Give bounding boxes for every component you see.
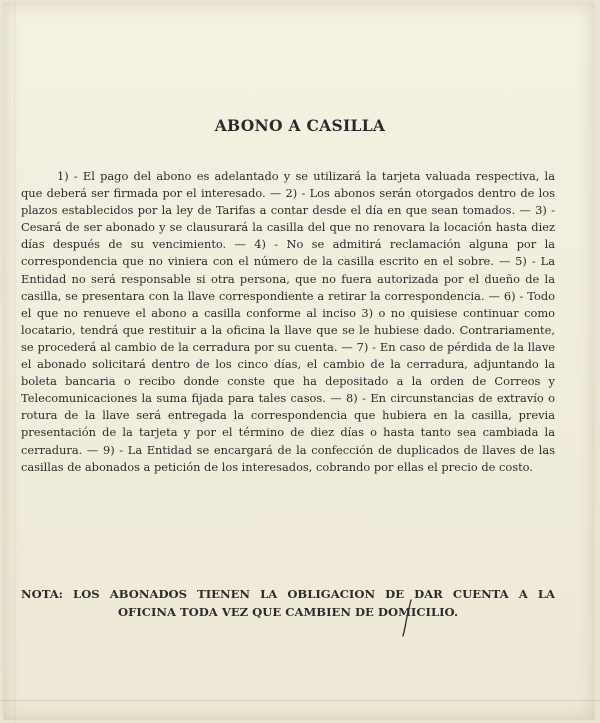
paper-crease (14, 0, 15, 723)
pen-stroke-mark (398, 598, 418, 638)
document-title: ABONO A CASILLA (214, 116, 386, 135)
paper-edge-line (0, 700, 600, 701)
document-note: NOTA: LOS ABONADOS TIENEN LA OBLIGACION DE DAR CUENTA A LA OFICINA TODA VEZ QUE CAMBIEN DE DOMICILIO. (21, 587, 555, 619)
document-body-text: 1) - El pago del abono es adelantado y se utilizará la tarjeta valuada respectiva, la que deberá ser firmada por el interesado. — 2) - Los abonos serán otorgados dentro de los plazos establecidos por la ley de Tarifas a contar desde el día en que sean tomados. — 3) - Cesará de ser abonado y se clausurará la casilla del que no renovara la locación hasta diez días después de su vencimiento. — 4) - No se admitirá reclamación alguna por la correspondencia que no viniera con el número de la casilla escrito en el sobre. — 5) - La Entidad no será responsable si otra persona, que no fuera autorizada por el dueño de la casilla, se presentara con la llave correspondiente a retirar la correspondencia. — 6) - Todo el que no renueve el abono a casilla conforme al inciso 3) o no quisiese continuar como locatario, tendrá que restituir a la oficina la llave que se le hubiese dado. Contrariamente, se procederá al cambio de la cerradura por su cuenta. — 7) - En caso de pérdida de la llave el abonado solicitará dentro de los cinco días, el cambio de la cerradura, adjuntando la boleta bancaria o recibo donde conste que ha depositado a la orden de Correos y Telecomunicaciones la suma fijada para tales casos. — 8) - En circunstancias de extravío o rotura de la llave será entregada la correspondencia que hubiera en la casilla, previa presentación de la tarjeta y por el término de diez días o hasta tanto sea cambiada la cerradura. — 9) - La Entidad se encargará de la confección de duplicados de llaves de las casillas de abonados a petición de los interesados, cobrando por ellas el precio de costo. (21, 169, 555, 474)
